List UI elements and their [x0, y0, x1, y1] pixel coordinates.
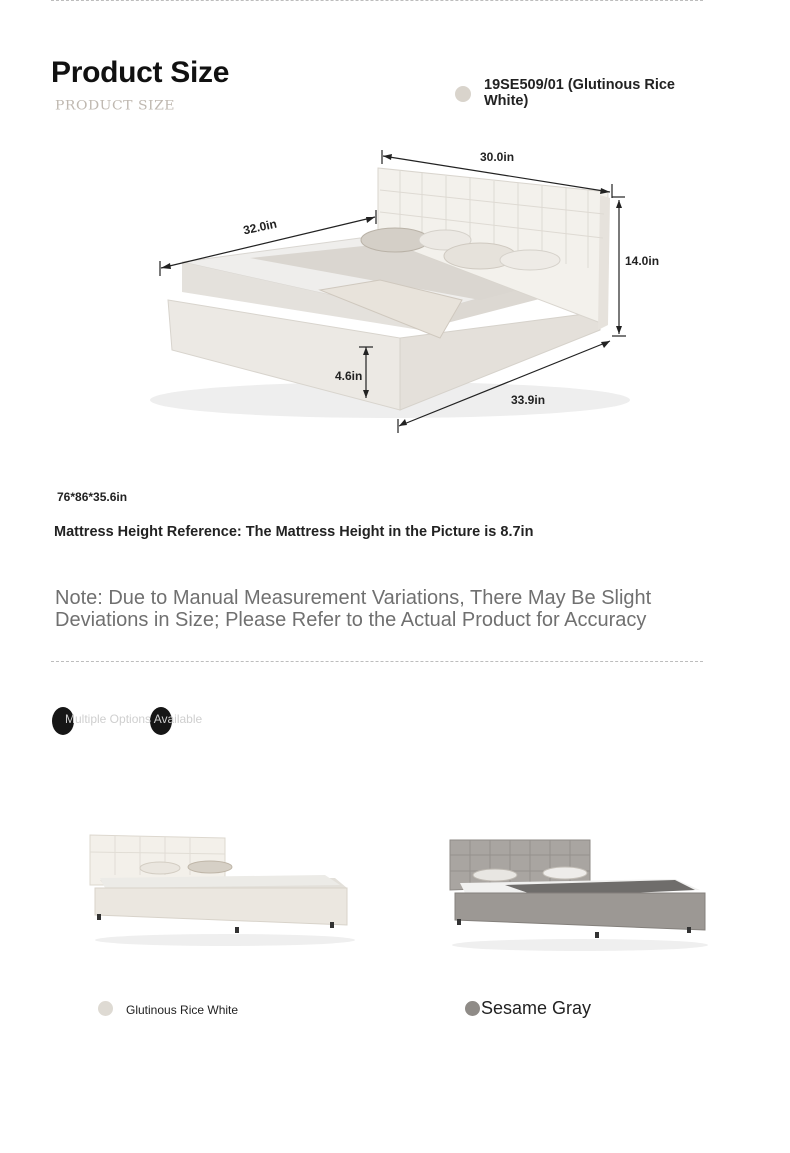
dim-headboard-height: 14.0in [625, 254, 660, 268]
mattress-height-note: Mattress Height Reference: The Mattress Height in the Picture is 8.7in [54, 524, 534, 540]
dim-length-bottom: 33.9in [511, 393, 546, 407]
dim-depth-left: 32.0in [241, 216, 279, 238]
section-title-ghost: PRODUCT SIZE [55, 98, 176, 114]
variant-label: 19SE509/01 (Glutinous Rice White) [484, 77, 675, 109]
overall-size-spec: 76*86*35.6in [57, 490, 128, 504]
variant-swatch [455, 86, 471, 102]
section-title: Product Size [51, 56, 230, 89]
options-heading: Multiple Options Available [65, 712, 203, 726]
option-label-gray[interactable]: Sesame Gray [481, 998, 592, 1018]
measurement-disclaimer: Note: Due to Manual Measurement Variations, There May Be Slight Deviations in Size; Please Refer to the Actual Product for Accuracy [55, 587, 652, 631]
bed-image-white[interactable] [85, 830, 355, 950]
bed-dimension-illustration [0, 140, 790, 440]
dim-width-top: 30.0in [480, 150, 515, 164]
option-label-white[interactable]: Glutinous Rice White [126, 1003, 239, 1017]
option-swatch-gray[interactable] [465, 1001, 480, 1016]
divider-top [51, 0, 703, 1]
bed-image-gray[interactable] [445, 835, 710, 955]
divider-middle [51, 661, 703, 662]
dim-base-height: 4.6in [335, 369, 363, 383]
option-swatch-white[interactable] [98, 1001, 113, 1016]
